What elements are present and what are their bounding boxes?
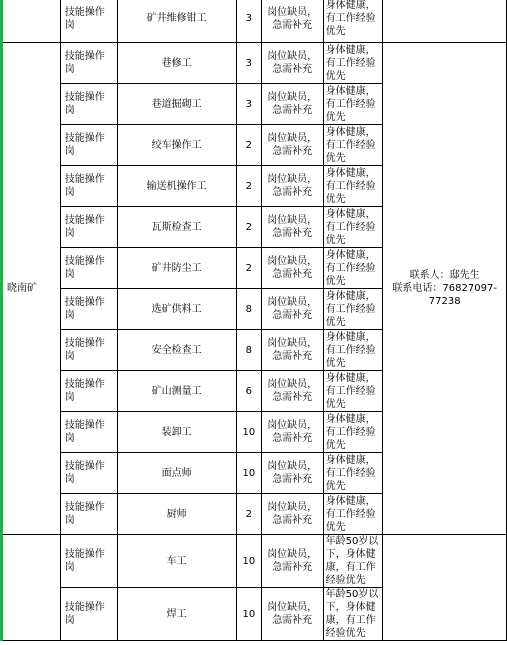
requirement-cell [323, 535, 383, 588]
requirement-text: 经验优先 [325, 628, 366, 639]
position-cell [117, 330, 236, 371]
condition-text: 岗位缺员， [267, 133, 318, 144]
condition-cell [261, 535, 323, 588]
category-text: 技能操作 [64, 51, 105, 62]
position-count: 8 [245, 344, 253, 356]
position-cell [117, 588, 236, 641]
category-text: 技能操作 [64, 297, 105, 308]
category-text: 技能操作 [64, 602, 105, 613]
condition-text: 岗位缺员， [267, 174, 318, 185]
count-cell [236, 588, 261, 641]
position-name: 输送机操作工 [146, 180, 207, 192]
requirement-text: 有工作经验 [325, 344, 376, 356]
condition-text: 岗位缺员， [267, 51, 318, 62]
category-text: 技能操作 [64, 549, 105, 560]
condition-text: 急需补充 [272, 146, 313, 157]
table-row [2, 43, 507, 84]
position-name: 矿山测量工 [151, 385, 202, 397]
category-text: 岗 [64, 310, 75, 321]
category-text: 岗 [64, 187, 75, 198]
requirement-text: 身体健康， [325, 167, 376, 179]
count-cell [236, 535, 261, 588]
requirement-text: 有工作经验 [325, 221, 376, 233]
requirement-text: 有工作经验 [325, 385, 376, 397]
condition-text: 急需补充 [272, 562, 313, 573]
condition-text: 急需补充 [272, 351, 313, 362]
requirement-text: 优先 [325, 316, 346, 328]
position-count: 2 [245, 262, 253, 274]
position-name: 装卸工 [161, 426, 192, 438]
requirement-cell [323, 0, 383, 43]
count-cell [236, 43, 261, 84]
condition-text: 急需补充 [272, 269, 313, 280]
contact-info: 联系人：邸先生 [409, 270, 480, 281]
category-text: 岗 [64, 515, 75, 526]
condition-text: 岗位缺员， [267, 461, 318, 472]
condition-cell [261, 453, 323, 494]
position-count: 3 [245, 57, 253, 69]
position-cell [117, 166, 236, 207]
condition-cell [261, 84, 323, 125]
position-count: 2 [245, 139, 253, 151]
position-cell [117, 125, 236, 166]
position-count: 3 [245, 98, 253, 110]
condition-text: 岗位缺员， [267, 602, 318, 613]
requirement-text: 康，有工作 [325, 615, 376, 626]
requirement-text: 身体健康， [325, 126, 376, 138]
category-text: 技能操作 [64, 461, 105, 472]
position-cell [117, 43, 236, 84]
requirement-text: 身体健康， [325, 249, 376, 261]
count-cell [236, 207, 261, 248]
position-count: 2 [245, 180, 253, 192]
category-cell [60, 412, 117, 453]
position-cell [117, 248, 236, 289]
unit-name: 晓南矿 [7, 283, 37, 294]
category-text: 技能操作 [64, 215, 105, 226]
category-text: 技能操作 [64, 92, 105, 103]
table-row [2, 0, 507, 43]
requirement-text: 有工作经验 [325, 139, 376, 151]
position-count: 3 [245, 13, 253, 24]
condition-text: 岗位缺员， [267, 338, 318, 349]
condition-cell [261, 166, 323, 207]
category-cell [60, 453, 117, 494]
position-name: 瓦斯检查工 [151, 221, 202, 233]
requirement-cell [323, 330, 383, 371]
requirement-text: 有工作经验 [325, 180, 376, 192]
category-text: 技能操作 [64, 420, 105, 431]
condition-text: 岗位缺员， [267, 256, 318, 267]
position-name: 安全检查工 [151, 344, 202, 356]
condition-text: 岗位缺员， [267, 502, 318, 513]
category-text: 技能操作 [64, 502, 105, 513]
requirement-text: 下，身体健 [325, 549, 376, 560]
requirement-text: 身体健康， [325, 331, 376, 343]
requirement-text: 康，有工作 [325, 562, 376, 573]
category-text: 岗 [64, 19, 75, 31]
requirement-text: 优先 [325, 26, 346, 37]
condition-text: 急需补充 [272, 515, 313, 526]
requirement-cell [323, 166, 383, 207]
category-text: 岗 [64, 615, 75, 626]
requirement-text: 优先 [325, 398, 346, 410]
requirement-cell [323, 125, 383, 166]
category-cell [60, 84, 117, 125]
category-text: 岗 [64, 146, 75, 157]
requirement-text: 优先 [325, 357, 346, 369]
category-cell [60, 43, 117, 84]
count-cell [236, 84, 261, 125]
position-count: 10 [242, 426, 256, 438]
position-name: 绞车操作工 [151, 139, 202, 151]
requirement-text: 有工作经验 [325, 13, 376, 24]
count-cell [236, 0, 261, 43]
position-cell [117, 289, 236, 330]
contact-cell [383, 535, 507, 641]
requirement-cell [323, 289, 383, 330]
requirement-cell [323, 43, 383, 84]
category-cell [60, 371, 117, 412]
condition-text: 急需补充 [272, 187, 313, 198]
condition-text: 岗位缺员， [267, 6, 318, 18]
position-cell [117, 412, 236, 453]
requirement-cell [323, 371, 383, 412]
category-cell [60, 330, 117, 371]
condition-cell [261, 588, 323, 641]
position-cell [117, 535, 236, 588]
condition-cell [261, 207, 323, 248]
position-count: 6 [245, 385, 253, 397]
position-name: 巷修工 [161, 57, 192, 69]
position-name: 焊工 [166, 608, 187, 620]
requirement-text: 身体健康， [325, 372, 376, 384]
category-text: 技能操作 [64, 133, 105, 144]
condition-text: 岗位缺员， [267, 297, 318, 308]
condition-text: 急需补充 [272, 433, 313, 444]
condition-text: 急需补充 [272, 105, 313, 116]
position-cell [117, 207, 236, 248]
category-cell [60, 207, 117, 248]
category-cell [60, 289, 117, 330]
position-count: 10 [242, 608, 256, 620]
requirement-text: 优先 [325, 275, 346, 287]
table-row [2, 535, 507, 588]
requirement-text: 优先 [325, 234, 346, 246]
position-count: 10 [242, 467, 256, 479]
contact-cell [383, 43, 507, 535]
requirement-text: 身体健康， [325, 290, 376, 302]
requirement-text: 有工作经验 [325, 262, 376, 274]
position-count: 2 [245, 221, 253, 233]
requirement-cell [323, 494, 383, 535]
condition-cell [261, 0, 323, 43]
requirement-text: 有工作经验 [325, 426, 376, 438]
requirement-text: 有工作经验 [325, 303, 376, 315]
count-cell [236, 412, 261, 453]
unit-cell [2, 43, 61, 535]
category-cell [60, 248, 117, 289]
unit-cell [2, 535, 61, 641]
position-name: 巷道掘砌工 [151, 98, 202, 110]
category-text: 技能操作 [64, 174, 105, 185]
condition-text: 急需补充 [272, 228, 313, 239]
position-name: 车工 [166, 555, 187, 567]
requirement-text: 有工作经验 [325, 98, 376, 110]
position-count: 2 [245, 508, 253, 520]
requirement-text: 身体健康， [325, 208, 376, 220]
condition-text: 急需补充 [272, 310, 313, 321]
condition-text: 岗位缺员， [267, 420, 318, 431]
position-cell [117, 0, 236, 43]
category-cell [60, 166, 117, 207]
contact-cell [383, 0, 507, 43]
condition-text: 急需补充 [272, 19, 313, 31]
requirement-text: 经验优先 [325, 575, 366, 586]
requirement-text: 有工作经验 [325, 57, 376, 69]
requirement-cell [323, 412, 383, 453]
requirement-text: 下，身体健 [325, 602, 376, 613]
count-cell [236, 289, 261, 330]
position-name: 面点师 [161, 467, 192, 479]
position-count: 10 [242, 555, 256, 567]
category-text: 技能操作 [64, 256, 105, 267]
requirement-text: 有工作经验 [325, 467, 376, 479]
requirement-cell [323, 588, 383, 641]
category-text: 岗 [64, 392, 75, 403]
category-text: 岗 [64, 64, 75, 75]
category-text: 岗 [64, 562, 75, 573]
condition-cell [261, 494, 323, 535]
requirement-text: 身体健康， [325, 454, 376, 466]
count-cell [236, 125, 261, 166]
requirement-text: 优先 [325, 439, 346, 451]
position-count: 8 [245, 303, 253, 315]
position-name: 矿井维修钳工 [146, 13, 207, 24]
position-cell [117, 494, 236, 535]
count-cell [236, 371, 261, 412]
requirement-text: 身体健康， [325, 413, 376, 425]
condition-text: 急需补充 [272, 392, 313, 403]
category-text: 岗 [64, 433, 75, 444]
requirement-text: 年龄50岁以 [325, 536, 379, 547]
requirement-text: 年龄50岁以 [325, 589, 379, 600]
category-text: 岗 [64, 474, 75, 485]
condition-cell [261, 330, 323, 371]
requirement-text: 有工作经验 [325, 508, 376, 520]
count-cell [236, 494, 261, 535]
requirement-text: 优先 [325, 70, 346, 82]
condition-cell [261, 43, 323, 84]
category-cell [60, 494, 117, 535]
category-text: 岗 [64, 269, 75, 280]
condition-text: 岗位缺员， [267, 379, 318, 390]
count-cell [236, 330, 261, 371]
requirement-text: 身体健康， [325, 44, 376, 56]
category-cell [60, 588, 117, 641]
requirement-text: 身体健康， [325, 85, 376, 97]
requirement-text: 优先 [325, 111, 346, 123]
count-cell [236, 166, 261, 207]
position-cell [117, 371, 236, 412]
position-name: 矿井防尘工 [151, 262, 202, 274]
category-text: 技能操作 [64, 338, 105, 349]
condition-cell [261, 412, 323, 453]
requirement-cell [323, 207, 383, 248]
position-name: 厨师 [166, 508, 187, 520]
category-text: 技能操作 [64, 6, 105, 18]
requirement-cell [323, 84, 383, 125]
category-text: 岗 [64, 351, 75, 362]
category-text: 岗 [64, 105, 75, 116]
category-text: 技能操作 [64, 379, 105, 390]
position-name: 选矿供料工 [151, 303, 202, 315]
requirement-cell [323, 248, 383, 289]
condition-cell [261, 125, 323, 166]
contact-info: 77238 [428, 296, 461, 307]
category-text: 岗 [64, 228, 75, 239]
condition-text: 岗位缺员， [267, 549, 318, 560]
count-cell [236, 453, 261, 494]
condition-cell [261, 289, 323, 330]
requirement-text: 优先 [325, 152, 346, 164]
requirement-text: 优先 [325, 193, 346, 205]
requirement-text: 身体健康， [325, 0, 376, 11]
count-cell [236, 248, 261, 289]
condition-cell [261, 371, 323, 412]
requirement-cell [323, 453, 383, 494]
condition-cell [261, 248, 323, 289]
category-cell [60, 125, 117, 166]
condition-text: 急需补充 [272, 474, 313, 485]
requirement-text: 身体健康， [325, 495, 376, 507]
contact-info: 联系电话：76827097- [392, 283, 497, 294]
condition-text: 岗位缺员， [267, 215, 318, 226]
requirement-text: 优先 [325, 521, 346, 533]
condition-text: 岗位缺员， [267, 92, 318, 103]
condition-text: 急需补充 [272, 64, 313, 75]
requirement-text: 优先 [325, 480, 346, 492]
category-cell [60, 0, 117, 43]
position-cell [117, 453, 236, 494]
category-cell [60, 535, 117, 588]
position-cell [117, 84, 236, 125]
unit-cell [2, 0, 61, 43]
condition-text: 急需补充 [272, 615, 313, 626]
